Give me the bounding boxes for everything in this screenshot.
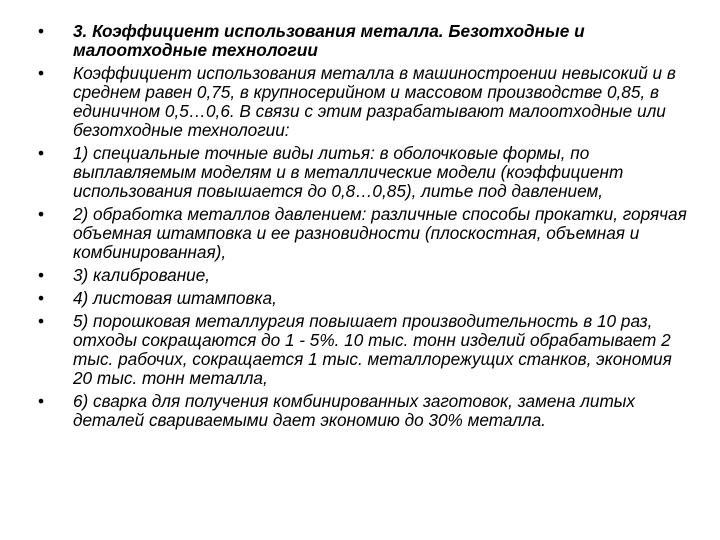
list-item-text: 2) обработка металлов давлением: различные способы прокатки, горячая объемная штамповка и ее разновидности (плоскостная, объемная и комбинированная),: [73, 204, 687, 262]
bullet-marker: •: [38, 391, 45, 411]
list-item: [38, 64, 688, 140]
list-item-text: Коэффициент использования металла в машиностроении невысокий и в среднем равен 0,75, в крупносерийном и массовом производстве 0,85, в единичном 0,5…0,6. В связи с этим разрабатывают малоотходные или безотходные технологии:: [73, 63, 676, 140]
bullet-marker: •: [38, 21, 45, 41]
bullet-marker: •: [38, 204, 45, 224]
bullet-marker: •: [38, 143, 45, 163]
bullet-marker: •: [38, 288, 45, 308]
list-item: [38, 312, 688, 388]
list-item-text: 1) специальные точные виды литья: в оболочковые формы, по выплавляемым моделям и в металлические модели (коэффициент использования повышается до 0,8…0,85), литье под давлением,: [73, 143, 624, 201]
list-item-text: 6) сварка для получения комбинированных заготовок, замена литых деталей свариваемыми дает экономию до 30% металла.: [73, 391, 636, 430]
list-item: [38, 392, 688, 430]
list-item-text: 4) листовая штамповка,: [73, 288, 277, 308]
list-item-text: 3) калибрование,: [73, 265, 211, 285]
list-item-heading: [38, 22, 688, 60]
list-item: [38, 289, 688, 308]
bullet-marker: •: [38, 311, 45, 331]
list-item: [38, 144, 688, 201]
bullet-marker: •: [38, 63, 45, 83]
list-item: [38, 266, 688, 285]
list-item-text: 3. Коэффициент использования металла. Безотходные и малоотходные технологии: [73, 21, 585, 60]
bullet-list: [38, 22, 688, 434]
bullet-marker: •: [38, 265, 45, 285]
list-item: [38, 205, 688, 262]
list-item-text: 5) порошковая металлургия повышает производительность в 10 раз, отходы сокращаются до 1 - 5%. 10 тыс. тонн изделий обрабатывает 2 тыс. рабочих, сокращается 1 тыс. металлорежущих станков, экономия 20 тыс. тонн металла,: [73, 311, 672, 388]
